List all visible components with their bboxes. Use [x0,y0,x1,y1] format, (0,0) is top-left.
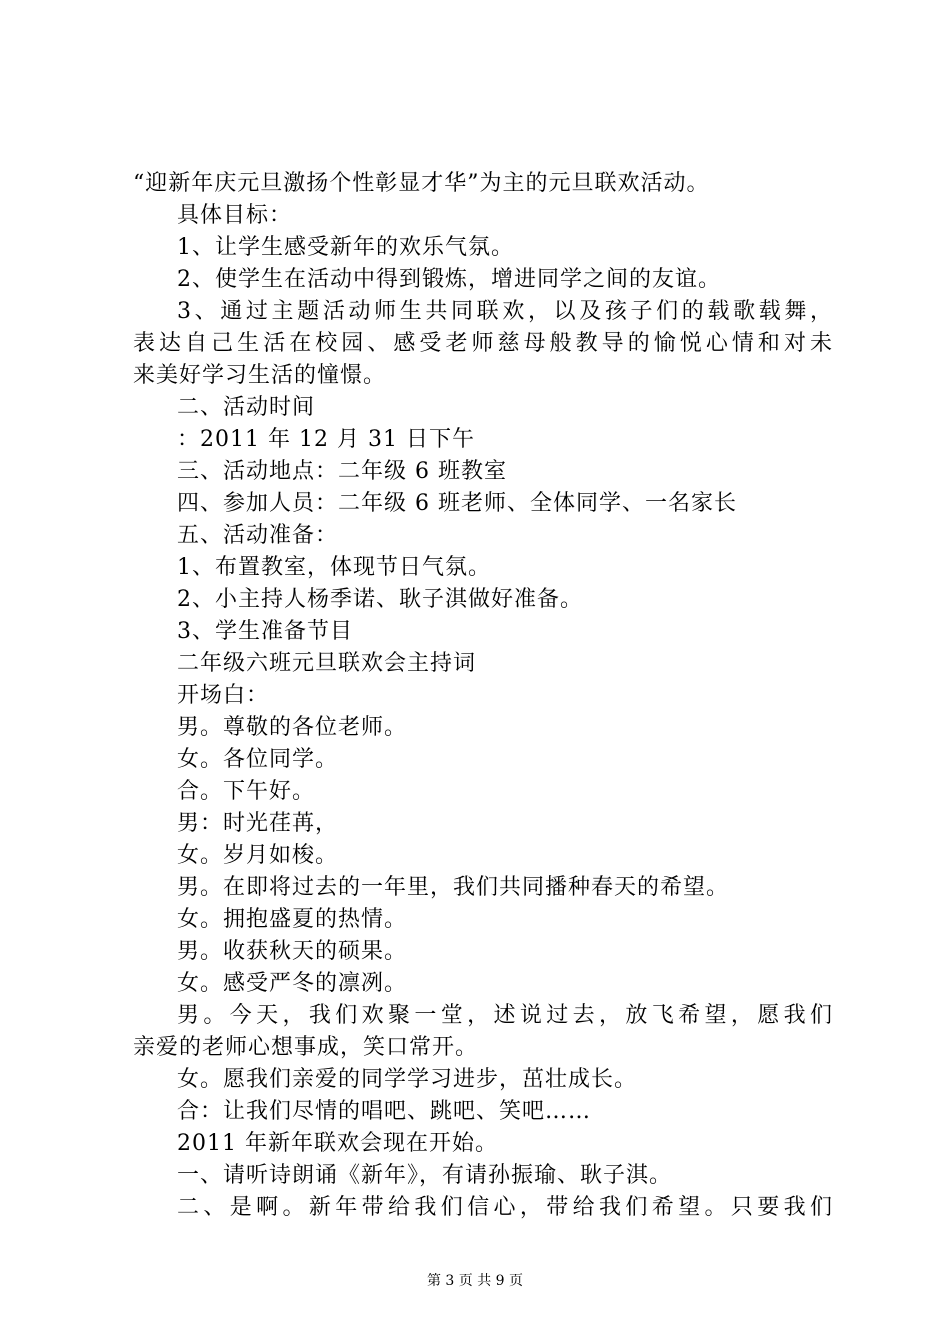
text-line: 1、让学生感受新年的欢乐气氛。 [177,235,514,260]
text-line: 一、请听诗朗诵《新年》，有请孙振瑜、耿子淇。 [177,1163,673,1188]
text-line: 二年级六班元旦联欢会主持词 [177,651,477,676]
text-line: 男。收获秋天的硕果。 [177,939,408,964]
text-line: 3、通过主题活动师生共同联欢，以及孩子们的载歌载舞， [177,299,833,324]
text-line: “迎新年庆元旦激扬个性彰显才华”为主的元旦联欢活动。 [133,171,710,196]
text-line: 女。愿我们亲爱的同学学习进步，茁壮成长。 [177,1067,638,1092]
text-line: 2011 年新年联欢会现在开始。 [177,1131,498,1156]
text-line: 女。各位同学。 [177,747,339,772]
text-line: ：2011 年 12 月 31 日下午 [177,427,475,452]
page-footer: 第 3 页 共 9 页 [426,1273,524,1289]
text-line: 3、学生准备节目 [177,619,353,644]
text-line: 2、小主持人杨季诺、耿子淇做好准备。 [177,587,583,612]
text-line: 男。尊敬的各位老师。 [177,715,408,740]
text-line: 来美好学习生活的憧憬。 [133,363,387,388]
text-line: 具体目标： [177,203,293,228]
text-line: 三、活动地点：二年级 6 班教室 [177,459,507,484]
text-line: 表达自己生活在校园、感受老师慈母般教导的愉悦心情和对未 [133,331,833,356]
text-line: 二、是啊。新年带给我们信心，带给我们希望。只要我们 [177,1195,833,1220]
text-line: 合：让我们尽情的唱吧、跳吧、笑吧…… [177,1099,592,1124]
document-body [133,168,833,1224]
text-line: 五、活动准备： [177,523,339,548]
text-line: 男。今天，我们欢聚一堂，述说过去，放飞希望，愿我们 [177,1003,833,1028]
text-line: 女。岁月如梭。 [177,843,339,868]
text-line: 亲爱的老师心想事成，笑口常开。 [133,1035,479,1060]
text-line: 1、布置教室，体现节日气氛。 [177,555,491,580]
text-line: 开场白： [177,683,270,708]
text-line: 男。在即将过去的一年里，我们共同播种春天的希望。 [177,875,730,900]
text-line: 四、参加人员：二年级 6 班老师、全体同学、一名家长 [177,491,737,516]
text-line: 2、使学生在活动中得到锻炼，增进同学之间的友谊。 [177,267,721,292]
text-line: 女。感受严冬的凛冽。 [177,971,408,996]
text-line: 合。下午好。 [177,779,316,804]
text-line: 女。拥抱盛夏的热情。 [177,907,408,932]
text-line: 男：时光荏苒， [177,811,339,836]
text-line: 二、活动时间 [177,395,316,420]
